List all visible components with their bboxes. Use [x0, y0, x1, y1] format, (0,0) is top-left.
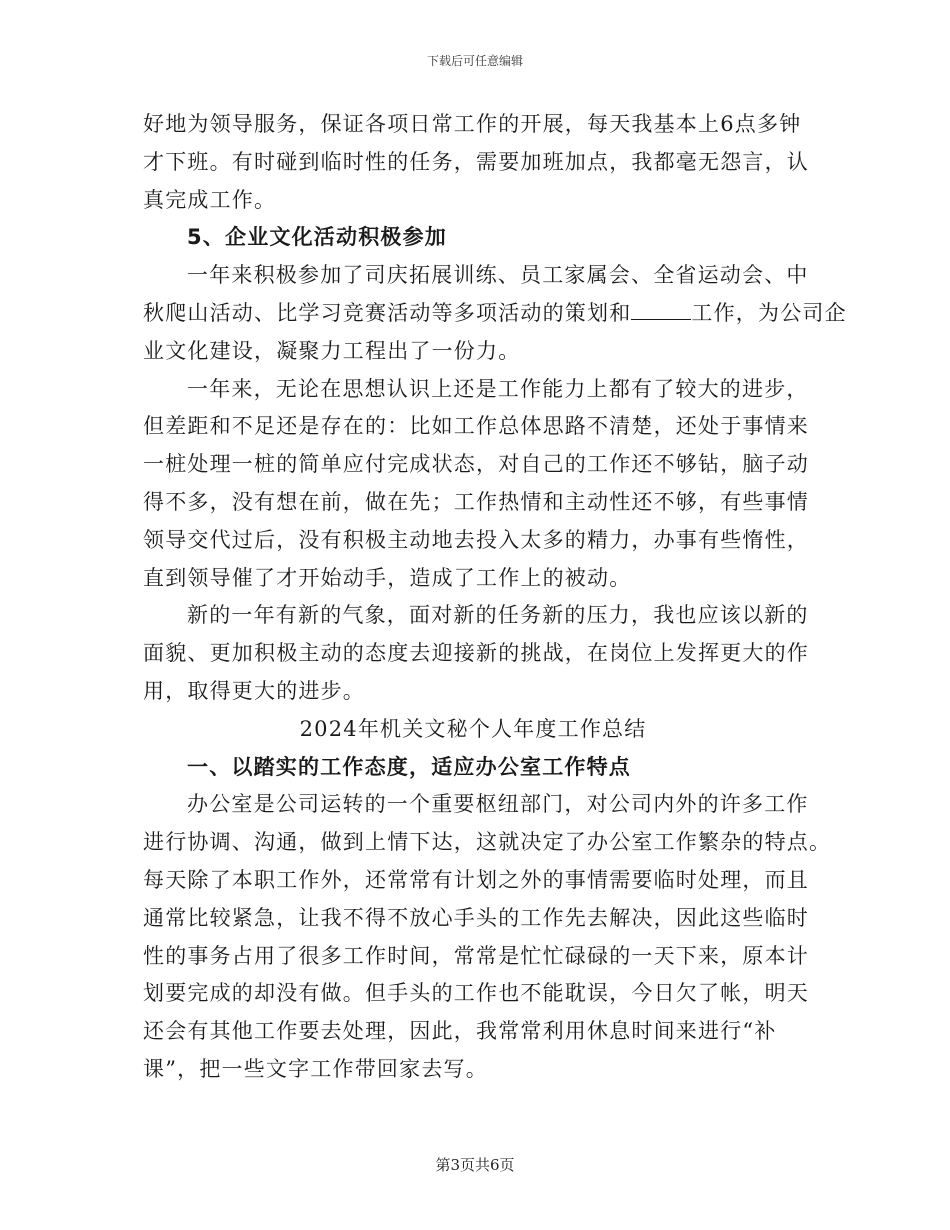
paragraph-line: 进行协调、沟通，做到上情下达，这就决定了办公室工作繁杂的特点。 [143, 830, 832, 855]
page-header: 下载后可任意编辑 [426, 54, 523, 68]
paragraph-line: 领导交代过后，没有积极主动地去投入太多的精力，办事有些惰性， [143, 527, 809, 552]
document-body [143, 106, 847, 1089]
paragraph-line: 一年来，无论在思想认识上还是工作能力上都有了较大的进步， [187, 376, 809, 401]
section-heading: 5、企业文化活动积极参加 [187, 225, 448, 250]
paragraph-line: 通常比较紧急，让我不得不放心手头的工作先去解决，因此这些临时 [143, 905, 809, 930]
document-title: 2024年机关文秘个人年度工作总结 [299, 716, 647, 741]
paragraph-line: 一桩处理一桩的简单应付完成状态，对自己的工作还不够钻，脑子动 [143, 452, 809, 477]
paragraph-line: 办公室是公司运转的一个重要枢纽部门，对公司内外的许多工作 [187, 792, 809, 817]
paragraph-line: 直到领导催了才开始动手，造成了工作上的被动。 [143, 565, 632, 590]
paragraph-line [143, 295, 847, 333]
paragraph-line: 新的一年有新的气象，面对新的任务新的压力，我也应该以新的 [187, 603, 809, 628]
paragraph-line: 性的事务占用了很多工作时间，常常是忙忙碌碌的一天下来，原本计 [143, 943, 809, 968]
paragraph-line: 真完成工作。 [143, 187, 277, 212]
paragraph-line: 还会有其他工作要去处理，因此，我常常利用休息时间来进行“补 [143, 1019, 777, 1044]
paragraph-text: 工作，为公司企 [691, 300, 847, 325]
paragraph-line: 用，取得更大的进步。 [143, 678, 365, 703]
paragraph-line: 划要完成的却没有做。但手头的工作也不能耽误，今日欠了帐，明天 [143, 981, 809, 1006]
paragraph-line: 得不多，没有想在前，做在先；工作热情和主动性还不够，有些事情 [143, 489, 809, 514]
paragraph-line: 每天除了本职工作外，还常常有计划之外的事情需要临时处理，而且 [143, 867, 809, 892]
paragraph-line: 业文化建设，凝聚力工程出了一份力。 [143, 338, 521, 363]
fill-in-blank [631, 303, 691, 320]
paragraph-line: 才下班。有时碰到临时性的任务，需要加班加点，我都毫无怨言，认 [143, 149, 809, 174]
paragraph-line: 但差距和不足还是存在的：比如工作总体思路不清楚，还处于事情来 [143, 414, 809, 439]
page-number: 第3页共6页 [435, 1156, 515, 1174]
paragraph-line: 课”，把一些文字工作带回家去写。 [143, 1056, 488, 1081]
paragraph-line: 面貌、更加积极主动的态度去迎接新的挑战，在岗位上发挥更大的作 [143, 641, 809, 666]
section-heading: 一、以踏实的工作态度，适应办公室工作特点 [187, 754, 631, 779]
paragraph-text: 秋爬山活动、比学习竞赛活动等多项活动的策划和 [143, 300, 632, 325]
paragraph-line: 一年来积极参加了司庆拓展训练、员工家属会、全省运动会、中 [187, 263, 809, 288]
paragraph-line: 好地为领导服务，保证各项日常工作的开展，每天我基本上6点多钟 [143, 112, 802, 136]
